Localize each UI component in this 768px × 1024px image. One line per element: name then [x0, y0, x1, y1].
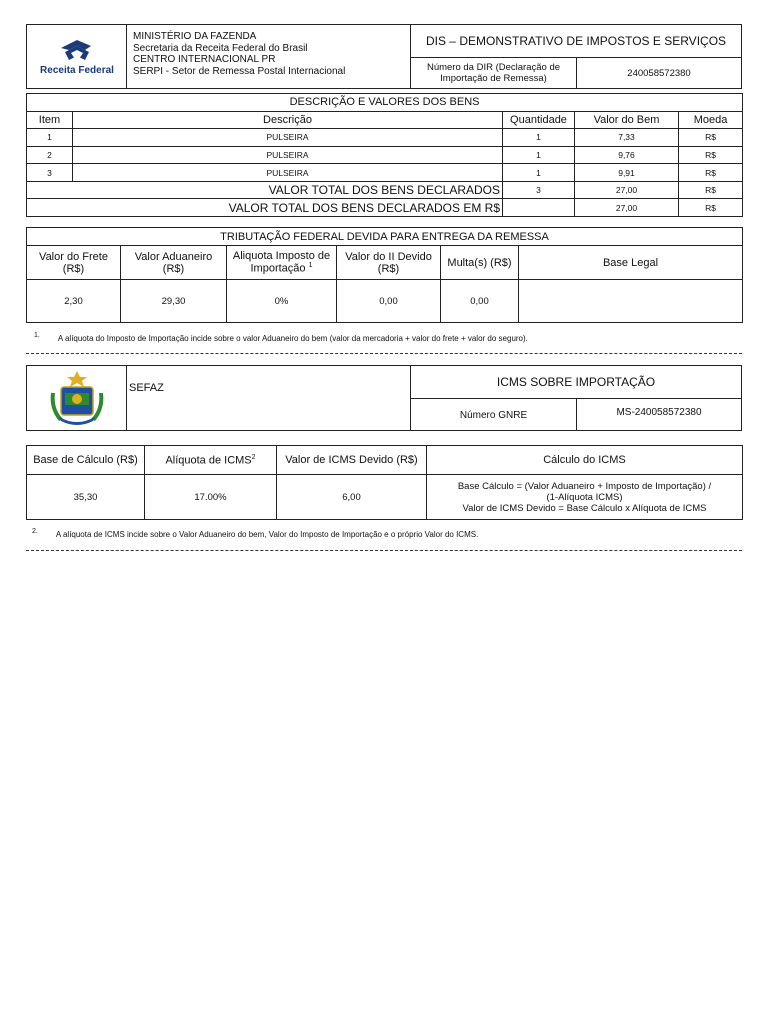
col-icms-due: Valor de ICMS Devido (R$) [277, 446, 427, 475]
row-item: 3 [27, 164, 73, 182]
federal-title: TRIBUTAÇÃO FEDERAL DEVIDA PARA ENTREGA DA REMESSA [27, 228, 743, 246]
icms-calc-line-2: (1-Alíquota ICMS) [546, 491, 623, 503]
row-currency: R$ [679, 146, 743, 164]
receita-federal-logo [27, 25, 127, 88]
dir-number: 240058572380 [627, 67, 691, 79]
logo-text: Receita Federal [40, 65, 114, 76]
col-ii-due: Valor do II Devido (R$) [337, 246, 441, 280]
doc-title: DIS – DEMONSTRATIVO DE IMPOSTOS E SERVIÇOS [411, 25, 741, 58]
row-quantity: 1 [503, 129, 575, 147]
col-description: Descrição [73, 111, 503, 129]
ms-coat-of-arms [27, 366, 127, 430]
import-rate-value: 0% [227, 280, 337, 323]
col-legal-basis: Base Legal [519, 246, 743, 280]
ii-due-value: 0,00 [337, 280, 441, 323]
footnote-marker: 1 [308, 262, 313, 270]
col-customs-value: Valor Aduaneiro (R$) [121, 246, 227, 280]
receita-federal-emblem-icon [57, 38, 97, 64]
sefaz-header-box [26, 365, 742, 431]
dir-label: Número da DIR (Declaração de Importação de Remessa) [411, 58, 577, 88]
footnote-2 [32, 530, 478, 539]
total-label: VALOR TOTAL DOS BENS DECLARADOS [27, 181, 503, 199]
org-info [127, 25, 411, 88]
header-box [26, 24, 742, 89]
footnote-1 [34, 334, 528, 343]
col-quantity: Quantidade [503, 111, 575, 129]
col-fines: Multa(s) (R$) [441, 246, 519, 280]
cut-line-2 [26, 550, 742, 551]
org-centro: CENTRO INTERNACIONAL PR [133, 54, 276, 65]
federal-tax-table [26, 227, 742, 322]
total-quantity: 3 [503, 181, 575, 199]
row-currency: R$ [679, 164, 743, 182]
table-row [27, 146, 743, 164]
goods-title: DESCRIÇÃO E VALORES DOS BENS [27, 94, 743, 112]
col-import-rate [227, 246, 337, 280]
icms-due-value: 6,00 [277, 475, 427, 520]
icms-calc-formula [427, 475, 743, 520]
row-description: PULSEIRA [73, 164, 503, 182]
col-freight: Valor do Frete (R$) [27, 246, 121, 280]
total-brl-empty [503, 199, 575, 217]
org-secretaria: Secretaria da Receita Federal do Brasil [133, 42, 308, 54]
gnre-number: MS-240058572380 [616, 407, 702, 418]
row-quantity: 1 [503, 146, 575, 164]
table-row [27, 129, 743, 147]
row-value: 9,76 [575, 146, 679, 164]
row-currency: R$ [679, 129, 743, 147]
col-currency: Moeda [679, 111, 743, 129]
total-brl-label: VALOR TOTAL DOS BENS DECLARADOS EM R$ [27, 199, 503, 217]
col-import-rate-label: Aliquota Imposto de Importação [232, 250, 331, 275]
icms-table [26, 445, 742, 519]
footnote-2-text: A alíquota de ICMS incide sobre o Valor Aduaneiro do bem, Valor do Imposto de Importação e o próprio Valor do ICMS. [55, 530, 479, 539]
col-icms-rate [145, 446, 277, 475]
icms-rate-value: 17.00% [145, 475, 277, 520]
footnote-2-marker: 2. [32, 528, 38, 535]
col-icms-calc: Cálculo do ICMS [427, 446, 743, 475]
icms-base-value: 35,30 [27, 475, 145, 520]
col-icms-rate-label: Alíquota de ICMS [165, 454, 252, 467]
goods-table [26, 93, 742, 217]
col-value: Valor do Bem [575, 111, 679, 129]
org-ministry: MINISTÉRIO DA FAZENDA [133, 31, 257, 42]
row-item: 2 [27, 146, 73, 164]
legal-basis-value [519, 280, 743, 323]
row-value: 9,91 [575, 164, 679, 182]
row-value: 7,33 [575, 129, 679, 147]
sefaz-org: SEFAZ [127, 366, 411, 430]
footnote-1-marker: 1. [34, 332, 40, 339]
total-value: 27,00 [575, 181, 679, 199]
total-currency: R$ [679, 181, 743, 199]
table-row [27, 164, 743, 182]
org-setor: SERPI - Setor de Remessa Postal Internacional [133, 65, 346, 77]
col-item: Item [27, 111, 73, 129]
fines-value: 0,00 [441, 280, 519, 323]
footnote-1-text: A alíquota do Imposto de Importação incide sobre o valor Aduaneiro do bem (valor da mercadoria + valor do frete + valor do seguro). [57, 334, 528, 343]
row-description: PULSEIRA [73, 129, 503, 147]
row-item: 1 [27, 129, 73, 147]
customs-value: 29,30 [121, 280, 227, 323]
row-description: PULSEIRA [73, 146, 503, 164]
total-brl-value: 27,00 [575, 199, 679, 217]
total-brl-currency: R$ [679, 199, 743, 217]
row-quantity: 1 [503, 164, 575, 182]
icms-title: ICMS SOBRE IMPORTAÇÃO [411, 366, 741, 399]
coat-of-arms-icon [49, 369, 105, 427]
icms-calc-line-3: Valor de ICMS Devido = Base Cálculo x Alíquota de ICMS [462, 502, 707, 514]
col-icms-base: Base de Cálculo (R$) [27, 446, 145, 475]
icms-calc-line-1: Base Cálculo = (Valor Aduaneiro + Imposto de Importação) / [457, 480, 712, 492]
cut-line-1 [26, 353, 742, 354]
footnote-marker: 2 [251, 453, 256, 461]
gnre-label: Número GNRE [411, 399, 577, 430]
freight-value: 2,30 [27, 280, 121, 323]
